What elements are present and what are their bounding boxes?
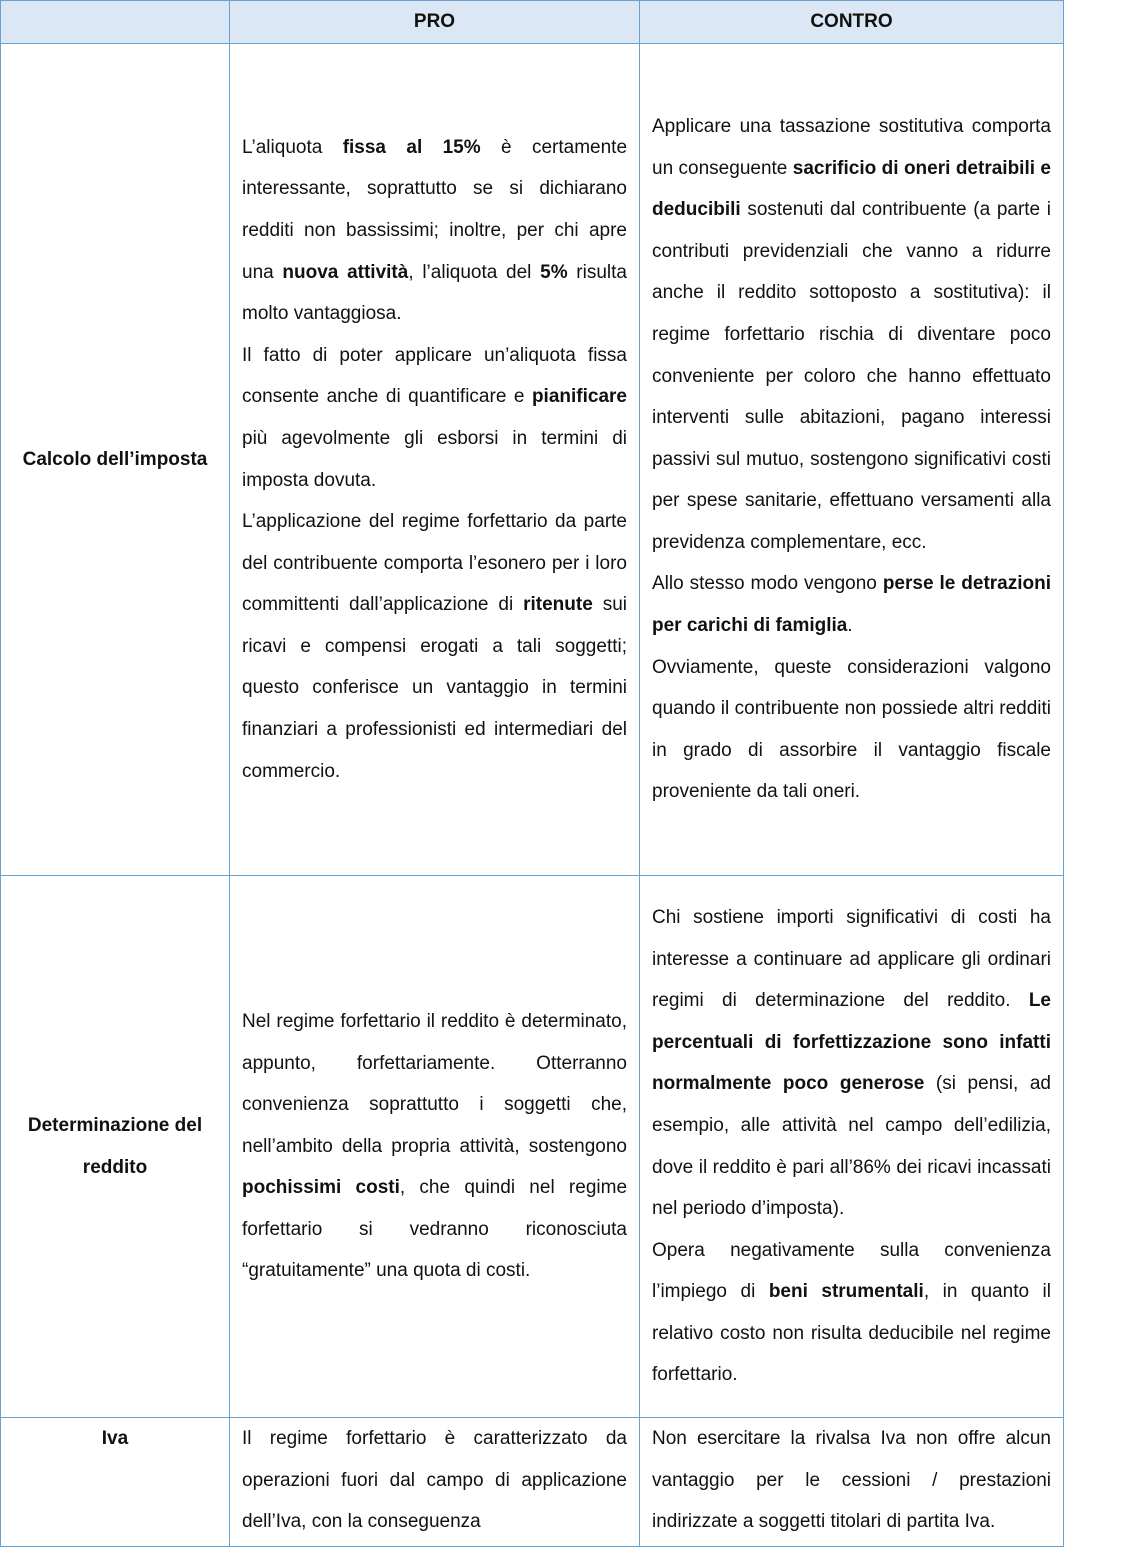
table-row — [1, 44, 1064, 876]
bold-text: fissa al 15% — [342, 136, 481, 158]
paragraph: Chi sostiene importi significativi di costi ha interesse a continuare ad applicare gli ordinari regimi di determinazione del reddito. Le percentuali di forfettizzazione sono infatti normalmente poco generose (si pensi, ad esempio, alle attività nel campo dell’edilizia, dove il reddito è pari all’86% dei ricavi incassati nel periodo d’imposta). — [652, 906, 1051, 1220]
header-contro: CONTRO — [640, 1, 1064, 44]
paragraph: Il fatto di poter applicare un’aliquota fissa consente anche di quantificare e pianificare più agevolmente gli esborsi in termini di imposta dovuta. — [242, 344, 627, 491]
paragraph: Il regime forfettario è caratterizzato da operazioni fuori dal campo di applicazione dell’Iva, con la conseguenza — [242, 1428, 627, 1533]
bold-text: pochissimi costi — [242, 1177, 400, 1199]
paragraph: Ovviamente, queste considerazioni valgono quando il contribuente non possiede altri redditi in grado di assorbire il vantaggio fiscale proveniente da tali oneri. — [652, 656, 1051, 803]
header-row — [1, 1, 1064, 44]
header-blank — [1, 1, 230, 44]
pro-cell — [230, 876, 640, 1418]
bold-text: sacrificio di oneri detraibili e deducibili — [652, 157, 1051, 221]
paragraph: L’applicazione del regime forfettario da parte del contribuente comporta l’esonero per i loro committenti dall’applicazione di ritenute sui ricavi e compensi erogati a tali soggetti; questo conferisce un vantaggio in termini finanziari a professionisti ed intermediari del commercio. — [242, 511, 628, 782]
paragraph: L’aliquota fissa al 15% è certamente interessante, soprattutto se si dichiarano redditi non bassissimi; inoltre, per chi apre una nuova attività, l’aliquota del 5% risulta molto vantaggiosa. — [242, 136, 628, 325]
header-pro: PRO — [230, 1, 640, 44]
table-row — [1, 876, 1064, 1418]
row-label: Iva — [1, 1418, 230, 1547]
bold-text: 5% — [540, 261, 568, 283]
contro-cell — [640, 44, 1064, 876]
contro-cell — [640, 1418, 1064, 1547]
contro-cell — [640, 876, 1064, 1418]
bold-text: Le percentuali di forfettizzazione sono infatti normalmente poco generose — [652, 990, 1051, 1095]
pro-cell — [230, 44, 640, 876]
paragraph: Allo stesso modo vengono perse le detrazioni per carichi di famiglia. — [652, 573, 1052, 637]
bold-text: ritenute — [523, 594, 593, 616]
paragraph: Applicare una tassazione sostitutiva comporta un conseguente sacrificio di oneri detraibili e deducibili sostenuti dal contribuente (a parte i contributi previdenziali che vanno a ridurre anche il reddito sottoposto a sostitutiva): il regime forfettario rischia di diventare poco conveniente per coloro che hanno effettuato interventi sulle abitazioni, pagano interessi passivi sul mutuo, sostengono significativi costi per spese sanitarie, effettuano versamenti alla previdenza complementare, ecc. — [652, 115, 1051, 553]
paragraph: Non esercitare la rivalsa Iva non offre alcun vantaggio per le cessioni / prestazioni indirizzate a soggetti titolari di partita Iva. — [652, 1428, 1051, 1533]
pro-cell — [230, 1418, 640, 1547]
row-label: Determinazione del reddito — [1, 876, 230, 1418]
bold-text: beni strumentali — [768, 1281, 924, 1303]
table-row — [1, 1418, 1064, 1547]
paragraph: Opera negativamente sulla convenienza l’impiego di beni strumentali, in quanto il relativo costo non risulta deducibile nel regime forfettario. — [652, 1239, 1051, 1386]
bold-text: perse le detrazioni per carichi di famiglia — [652, 573, 1052, 637]
row-label: Calcolo dell’imposta — [1, 44, 230, 876]
bold-text: pianificare — [531, 386, 627, 408]
paragraph: Nel regime forfettario il reddito è determinato, appunto, forfettariamente. Otterranno convenienza soprattutto i soggetti che, nell’ambito della propria attività, sostengono pochissimi costi, che quindi nel regime forfettario si vedranno riconosciuta “gratuitamente” una quota di costi. — [242, 1010, 628, 1282]
bold-text: nuova attività — [282, 261, 409, 283]
